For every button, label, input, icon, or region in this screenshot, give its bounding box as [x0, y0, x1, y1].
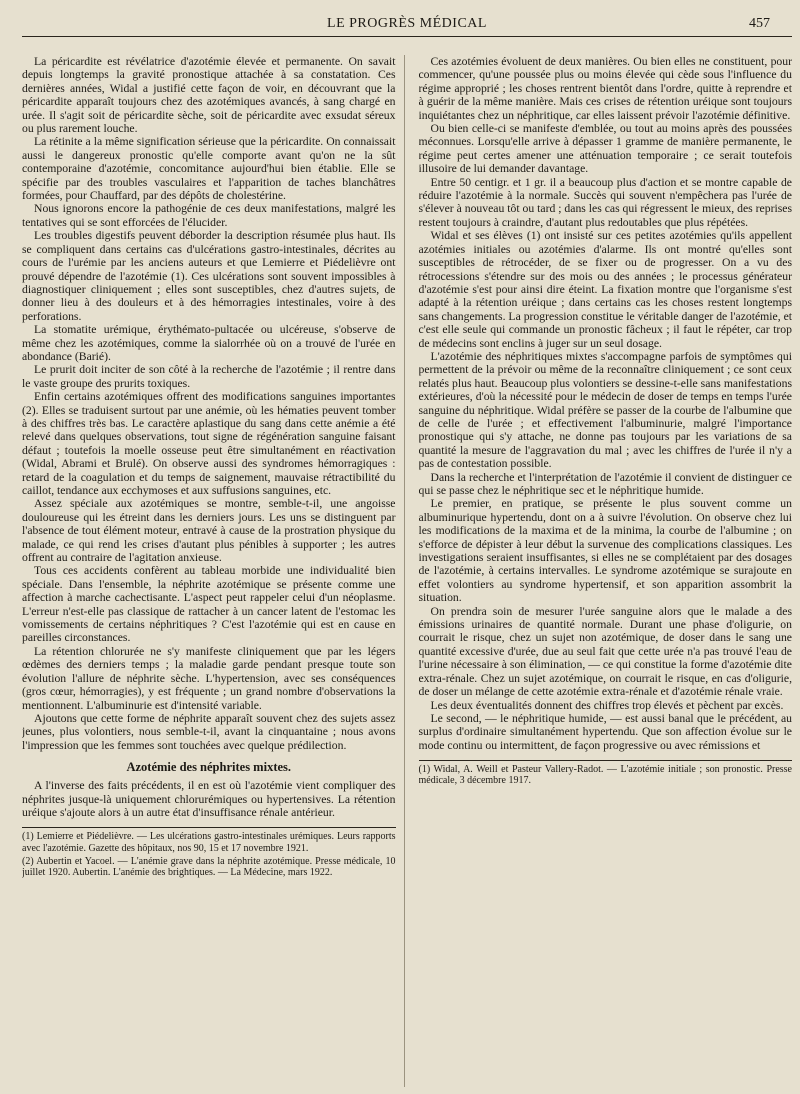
paragraph: Nous ignorons encore la pathogénie de ces deux manifestations, malgré les tentatives qui se sont efforcées de l'élucider.	[22, 202, 396, 229]
footnote: (2) Aubertin et Yacoel. — L'anémie grave dans la néphrite azotémique. Presse médicale, 10 juillet 1920. Aubertin. L'anémie des brightiques. — La Médecine, mars 1922.	[22, 855, 396, 878]
page-header	[22, 12, 792, 37]
paragraph: L'azotémie des néphritiques mixtes s'accompagne parfois de symptômes qui permettent de la prévoir ou même de la reconnaître cliniquement ; ce sont ceux relatés plus haut. Beaucoup plus volontiers se dessine-t-elle sans manifestations extérieures, d'où la nécessité pour le médecin de doser de temps en temps l'urée sanguine du néphritique. Widal préfère se passer de la courbe de l'albumine que de celle de l'urée ; et effectivement l'albuminurie, malgré l'importance pronostique qui s'y attache, ne donne pas toujours par les variations de sa quantité la mesure de l'aggravation du mal ; avec les chiffres de l'urée il n'y a pas de contestation possible.	[418, 349, 792, 471]
paragraph: Tous ces accidents confèrent au tableau morbide une individualité bien spéciale. Dans l'ensemble, la néphrite azotémique se présente comme une affection à marche cachectisante. L'aspect peut rappeler celui d'un néoplasme. L'erreur n'est-elle pas classique de rattacher à un cancer latent de l'estomac les vomissements de certains néphritiques ? C'est l'azotémie qui est en cause en pareilles circonstances.	[22, 564, 396, 645]
paragraph: Enfin certains azotémiques offrent des modifications sanguines importantes (2). Elles se traduisent surtout par une anémie, où les hématies peuvent tomber à des chiffres très bas. Le caractère aplastique du sang dans cette anémie a été relevé dans quelques observations, tout signe de régénération sanguine faisant défaut ; toutefois la moelle osseuse peut être simultanément en réactivation (Widal, Abrami et Brulé). On observe aussi des syndromes hémorragiques : retard de la coagulation et du temps de saignement, mauvaise rétractibilité du caillot, tendance aux ecchymoses et aux suffusions sanguines, etc.	[22, 390, 396, 497]
paragraph: Les deux éventualités donnent des chiffres trop élevés et pèchent par excès.	[430, 698, 784, 712]
paragraph: Ou bien celle-ci se manifeste d'emblée, ou tout au moins après des poussées méconnues. Lorsqu'elle arrive à dépasser 1 gramme de manière permanente, le régime peut certes amener une atténuation temporaire ; ce serait toutefois illusoire de lui demander davantage.	[418, 122, 792, 176]
paragraph: Le second, — le néphritique humide, — est aussi banal que le précédent, au surplus d'ordinaire simultanément hypertendu. Que son affection évolue sur le mode continu ou intermittent, de façon progressive ou avec rémissions et	[418, 711, 792, 752]
paragraph: La rétinite a la même signification sérieuse que la péricardite. On connaissait aussi le dangereux pronostic qu'elle comporte avant qu'on ne la sût contemporaine d'azotémie, concomitance aujourd'hui bien établie. Elle se spécifie par des troubles vasculaires et l'apparition de taches blanchâtres formées, pour Chauffard, par des dépôts de cholestérine.	[22, 135, 396, 203]
paragraph: La rétention chlorurée ne s'y manifeste cliniquement que par les légers œdèmes des derniers temps ; la maladie garde pendant presque toute son évolution l'allure de néphrite sèche. L'hypertension, avec ses conséquences (gros cœur, hémorragies), y est fréquente ; un grand nombre d'observations la mentionnent. L'albuminurie est d'intensité variable.	[22, 644, 396, 712]
paragraph: Le premier, en pratique, se présente le plus souvent comme un albuminurique hypertendu, dont on a à suivre l'évolution. On observe chez lui les modifications de la maxima et de la minima, la courbe de l'albumine ; on s'efforce de dépister à leur début la survenue des complications classiques. Les investigations seraient insuffisantes, si elles ne se complétaient par des dosages de l'azotémie, à certains intervalles. Le syndrome azotémique se surajoute en effet volontiers au syndrome hypertensif, et son apparition assombrit la situation.	[418, 497, 792, 605]
footnote: (1) Lemierre et Piédelièvre. — Les ulcérations gastro-intestinales urémiques. Leurs rapports avec l'azotémie. Gazette des hôpitaux, nos 90, 15 et 17 novembre 1921.	[22, 831, 396, 854]
paragraph: Les troubles digestifs peuvent déborder la description résumée plus haut. Ils se compliquent dans certains cas d'ulcérations gastro-intestinales, décrites au cours de l'urémie par les anciens auteurs et que Lemierre et Piédelièvre ont prouvé dépendre de l'azotémie (1). Ces ulcérations sont souvent impossibles à diagnostiquer cliniquement ; elles sont susceptibles, chez d'autres sujets, de donner lieu à des douleurs et à des hémorragies intestinales, voire à des perforations.	[22, 229, 396, 323]
journal-title: LE PROGRÈS MÉDICAL	[327, 16, 487, 31]
paragraph: Assez spéciale aux azotémiques se montre, semble-t-il, une angoisse douloureuse qui les étreint dans les derniers jours. Les uns se distinguent par l'absence de tout élément moteur, entravé à cause de la prostration physique du malade, ce qui rend les crises d'autant plus pénibles à supporter ; les autres offrent au contraire de l'agitation anxieuse.	[22, 497, 396, 565]
section-heading: Azotémie des néphrites mixtes.	[126, 760, 292, 775]
paragraph: On prendra soin de mesurer l'urée sanguine alors que le malade a des émissions urinaires de quantité normale. Durant une phase d'oligurie, on courrait le risque, chez un sujet non azotémique, de doser dans le sang une quantité excessive d'urée, due au seul fait que cette urée n'a pas trouvé l'eau de l'urine nécessaire à son élimination, — ce qui constitue la forme d'azotémie dite extra-rénale. Chez un sujet azotémique, on courrait le risque, en cas d'oligurie, de doser un mélange de cette azotémie extra-rénale et d'azotémie rénale vraie.	[418, 604, 792, 699]
footnotes	[22, 827, 396, 878]
paragraph: Le prurit doit inciter de son côté à la recherche de l'azotémie ; il rentre dans le vaste groupe des prurits toxiques.	[22, 363, 396, 390]
paragraph: Widal et ses élèves (1) ont insisté sur ces petites azotémies qu'ils appellent azotémies initiales ou azotémies d'alarme. Ils ont montré qu'elles sont susceptibles de rétrocéder, de se fixer ou de progresser. On a vu des rétrocessions s'étendre sur des mois ou des années ; le processus générateur d'azotémie s'est pour ainsi dire éteint. La fixation montre que l'organisme s'est adapté à la rétention uréique ; dans certains cas les choses restent longtemps sans changements. La progression constitue le véritable danger de l'azotémie, et c'est elle seule qui commande un pronostic fâcheux ; il faut le répéter, car trop de médecins sont enclins à juger sur un seul dosage.	[418, 229, 792, 350]
page-number: 457	[749, 16, 770, 31]
paragraph: La péricardite est révélatrice d'azotémie élevée et permanente. On savait depuis longtemps la gravité pronostique attachée à sa constatation. Ces dernières années, Widal a justifié cette façon de voir, en découvrant que la péricardite apparaît toujours chez des azotémiques avancés, à sang chargé en urée. Il s'agit soit de péricardite sèche, soit de péricardite avec exsudat séreux ou plus rarement louche.	[22, 55, 396, 136]
paragraph: A l'inverse des faits précédents, il en est où l'azotémie vient compliquer des néphrites jusque-là uniquement chlorurémiques ou hypertensives. La rétention uréique s'ajoute alors à un autre état d'insuffisance rénale antérieur.	[22, 779, 396, 819]
paragraph: Dans la recherche et l'interprétation de l'azotémie il convient de distinguer ce qui se passe chez le néphritique sec et le néphritique humide.	[418, 470, 792, 497]
paragraph: Ces azotémies évoluent de deux manières. Ou bien elles ne constituent, pour commencer, qu'une poussée plus ou moins élevée qui cède sous l'influence du régime approprié ; les choses rentrent bientôt dans l'ordre, quitte à reprendre et à guérir de la même manière. Mais ces crises de rétention uréique sont toujours inquiétantes chez un néphritique, car elles laissent prévoir l'azotémie définitive.	[418, 55, 792, 122]
footnote: (1) Widal, A. Weill et Pasteur Vallery-Radot. — L'azotémie initiale ; son pronostic. Presse médicale, 3 décembre 1917.	[418, 764, 792, 787]
footnotes	[419, 760, 793, 786]
right-column	[419, 55, 793, 1087]
paragraph: La stomatite urémique, érythémato-pultacée ou ulcéreuse, s'observe de même chez les azotémiques, comme la sialorrhée où on a trouvé de l'urée en abondance (Barié).	[22, 323, 396, 363]
text-columns	[22, 55, 792, 1087]
left-column	[22, 55, 405, 1087]
paragraph: Entre 50 centigr. et 1 gr. il a beaucoup plus d'action et se montre capable de réduire l'azotémie à la normale. Succès qui souvent n'empêchera pas l'urée de s'élever à nouveau tôt ou tard ; dans les cas qui régressent le mieux, des reprises restent toujours à craindre, d'autant plus redoutables que plus répétées.	[418, 175, 792, 229]
paragraph: Ajoutons que cette forme de néphrite apparaît souvent chez des sujets assez jeunes, plus volontiers, nous semble-t-il, avant la cinquantaine ; nous avons l'impression que les femmes sont touchées avec quelque prédilection.	[22, 711, 396, 752]
